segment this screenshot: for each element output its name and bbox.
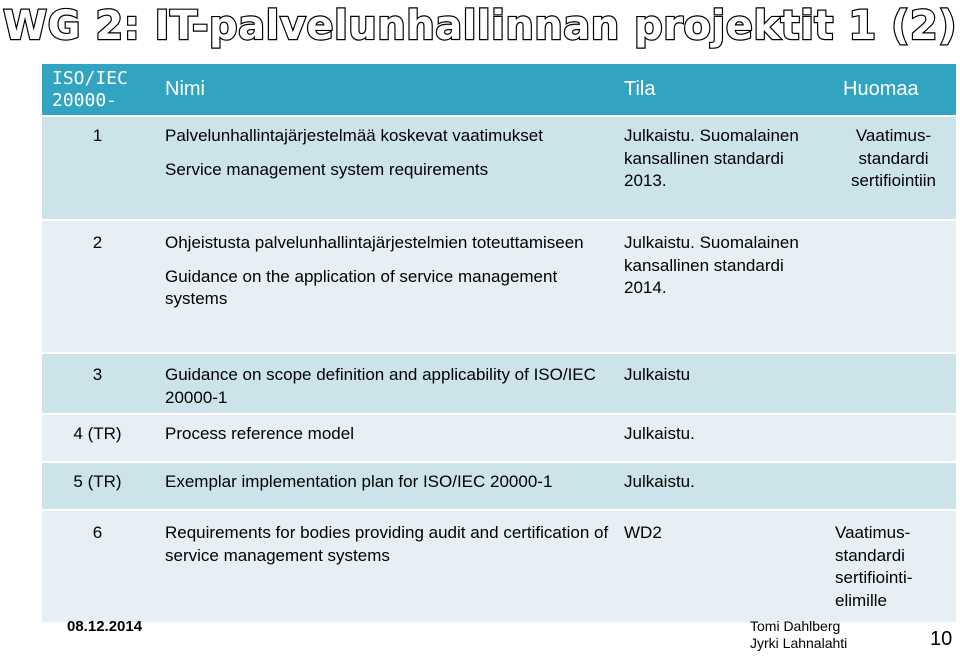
row-status: Julkaistu. Suomalainen kansallinen standardi 2014.	[618, 220, 831, 353]
row-name-fi: Palvelunhallintajärjestelmää koskevat vaatimukset	[165, 126, 543, 145]
row-status: Julkaistu. Suomalainen kansallinen standardi 2013.	[618, 116, 831, 220]
projects-table	[42, 64, 956, 622]
row-note	[831, 462, 956, 510]
row-number: 6	[42, 510, 153, 622]
row-number: 5 (TR)	[42, 462, 153, 510]
row-number: 1	[42, 116, 153, 220]
row-note: Vaatimus-standardi sertifiointi-elimille	[831, 510, 956, 622]
table-row	[42, 462, 956, 510]
row-number: 3	[42, 353, 153, 414]
row-name-en: Service management system requirements	[165, 159, 489, 179]
header-name: Nimi	[153, 64, 618, 116]
row-name-fi: Ohjeistusta palvelunhallintajärjestelmien toteuttamiseen	[165, 233, 584, 252]
row-note	[831, 353, 956, 414]
slide-title: WG 2: IT-palvelunhallinnan projektit 1 (2)	[3, 3, 957, 49]
row-note	[831, 220, 956, 353]
row-number: 4 (TR)	[42, 414, 153, 462]
page-number: 10	[930, 628, 953, 650]
header-note: Huomaa	[831, 64, 956, 116]
table-row	[42, 116, 956, 220]
row-name: Exemplar implementation plan for ISO/IEC 20000-1	[153, 462, 618, 510]
row-number: 2	[42, 220, 153, 353]
footer-author: Jyrki Lahnalahti	[750, 635, 848, 651]
row-status: Julkaistu.	[618, 414, 831, 462]
row-name	[153, 116, 618, 220]
footer-authors	[750, 618, 847, 652]
row-status: Julkaistu.	[618, 462, 831, 510]
table-row	[42, 414, 956, 462]
footer-date: 08.12.2014	[67, 618, 143, 635]
header-iso: ISO/IEC 20000-	[42, 64, 153, 116]
row-name	[153, 220, 618, 353]
row-name: Process reference model	[153, 414, 618, 462]
row-status: Julkaistu	[618, 353, 831, 414]
table-row	[42, 353, 956, 414]
header-status: Tila	[618, 64, 831, 116]
table-header-row	[42, 64, 956, 116]
row-status: WD2	[618, 510, 831, 622]
row-note: Vaatimus-standardi sertifiointiin	[831, 116, 956, 220]
row-note	[831, 414, 956, 462]
row-name: Guidance on scope definition and applicability of ISO/IEC 20000-1	[153, 353, 618, 414]
table-row	[42, 510, 956, 622]
row-name: Requirements for bodies providing audit and certification of service management systems	[153, 510, 618, 622]
row-name-en: Guidance on the application of service management systems	[165, 266, 558, 308]
footer-author: Tomi Dahlberg	[750, 618, 841, 634]
table-row	[42, 220, 956, 353]
